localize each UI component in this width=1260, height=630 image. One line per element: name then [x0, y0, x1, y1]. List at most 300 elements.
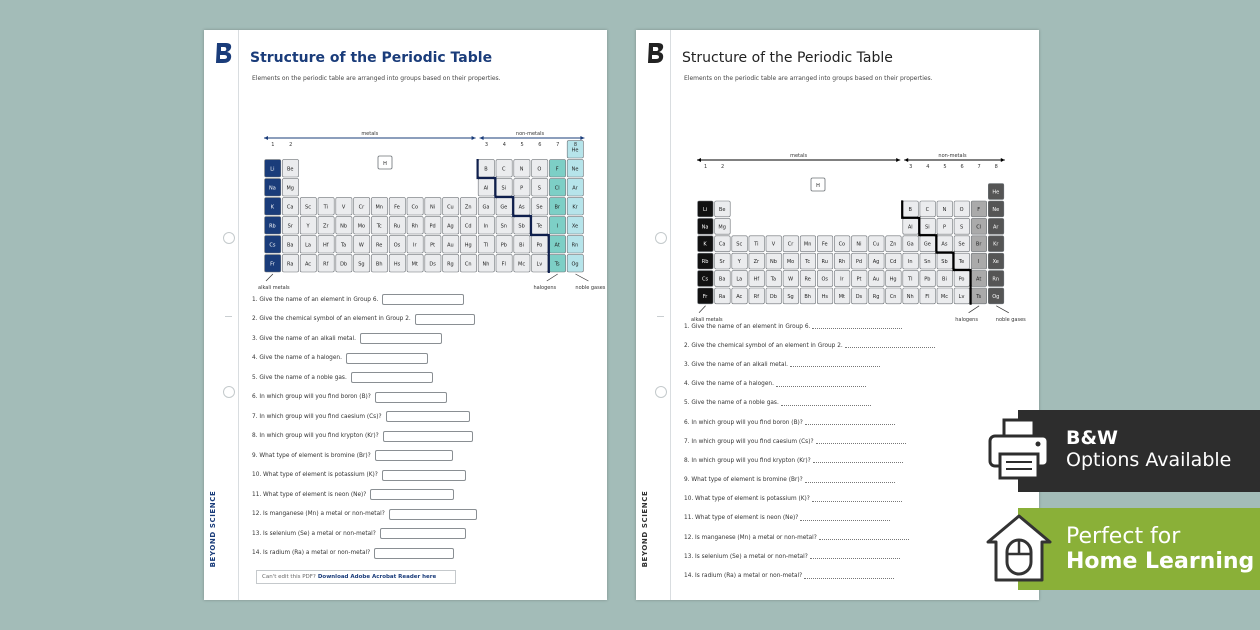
question-list: [252, 290, 477, 563]
question-item: [684, 451, 935, 470]
element-symbol: Y: [306, 223, 310, 230]
answer-line: [790, 362, 880, 367]
group-number: 3: [909, 164, 913, 170]
arrow-head: [472, 136, 476, 140]
punch-hole: [223, 386, 235, 398]
element-symbol: Fe: [821, 241, 828, 248]
brand-vertical: BEYOND SCIENCE: [641, 490, 649, 568]
arrow-head: [580, 136, 584, 140]
group-number: 8: [573, 142, 578, 148]
element-symbol: Cr: [358, 204, 365, 211]
element-symbol: La: [305, 242, 311, 249]
group-number: 1: [271, 142, 275, 148]
element-symbol: La: [736, 276, 743, 283]
element-symbol: F: [977, 206, 981, 213]
element-symbol: Ga: [482, 204, 490, 211]
element-symbol: Sr: [719, 259, 725, 266]
element-symbol: Rb: [269, 223, 276, 230]
question-item: [684, 336, 935, 355]
element-symbol: Li: [702, 206, 708, 213]
element-symbol: Po: [958, 276, 965, 283]
element-symbol: K: [703, 241, 707, 248]
noble-label: noble gases: [575, 285, 606, 291]
bw-banner-line1: B&W: [1066, 427, 1119, 449]
element-symbol: Os: [821, 276, 829, 283]
answer-field[interactable]: [382, 470, 466, 481]
element-symbol: Ge: [923, 241, 931, 248]
question-text: 4. Give the name of a halogen.: [252, 355, 342, 362]
element-symbol: Mg: [718, 224, 726, 231]
element-symbol: Rh: [411, 223, 419, 230]
element-symbol: Ba: [718, 276, 726, 283]
answer-field[interactable]: [370, 489, 454, 500]
question-text: 2. Give the chemical symbol of an element in Group 2.: [684, 342, 843, 349]
question-text: 10. What type of element is potassium (K)?: [252, 472, 378, 479]
question-item: [684, 355, 935, 374]
home-banner-text: [1066, 524, 1254, 575]
element-symbol: Pb: [500, 242, 507, 249]
element-symbol: Tl: [908, 276, 913, 283]
element-symbol: K: [270, 204, 275, 211]
group-number: 4: [502, 142, 506, 148]
element-symbol: Bh: [375, 261, 383, 268]
answer-field[interactable]: [415, 314, 475, 325]
arrow-head: [264, 136, 268, 140]
arrow-head: [697, 158, 701, 162]
element-symbol: P: [520, 185, 524, 192]
element-symbol: Rb: [701, 259, 709, 266]
printer-icon: [984, 414, 1054, 488]
element-symbol: Ti: [754, 241, 759, 248]
element-symbol: Pd: [855, 259, 863, 266]
element-symbol: I: [977, 259, 980, 266]
element-symbol: O: [537, 166, 542, 173]
element-symbol: Mt: [838, 293, 845, 300]
element-symbol: B: [908, 206, 912, 213]
element-symbol: Mg: [286, 185, 294, 192]
callout-line: [547, 274, 558, 281]
answer-line: [781, 401, 871, 406]
question-item: [252, 427, 477, 447]
element-symbol: Ne: [992, 206, 1000, 213]
element-symbol: Te: [958, 259, 965, 266]
element-symbol: Hs: [393, 261, 401, 268]
element-symbol: Zr: [323, 223, 329, 230]
callout-line: [699, 306, 706, 313]
element-symbol: Mn: [803, 241, 812, 248]
element-symbol: As: [941, 241, 948, 248]
question-text: 7. In which group will you find caesium (Cs)?: [684, 438, 814, 445]
element-symbol: Ds: [429, 261, 436, 268]
element-symbol: Fr: [702, 293, 708, 300]
element-symbol: Ar: [572, 185, 578, 192]
element-symbol: Sc: [736, 241, 743, 248]
arrow-head: [904, 158, 908, 162]
element-symbol: Ca: [718, 241, 726, 248]
element-symbol: Mc: [940, 293, 948, 300]
question-text: 14. Is radium (Ra) a metal or non-metal?: [252, 550, 371, 557]
arrow-head: [1001, 158, 1005, 162]
question-item: [252, 329, 477, 349]
question-item: [252, 544, 477, 564]
element-symbol: Tl: [483, 242, 489, 249]
element-symbol: Cd: [889, 259, 897, 266]
element-symbol: Kr: [572, 204, 578, 211]
periodic-table: [636, 30, 1039, 323]
worksheet-bw: [636, 30, 1039, 600]
element-symbol: Zn: [464, 204, 472, 211]
answer-field[interactable]: [346, 353, 428, 364]
element-symbol: Li: [270, 166, 275, 173]
halogens-label: halogens: [955, 316, 978, 323]
question-item: [252, 524, 477, 544]
element-symbol: Bi: [519, 242, 525, 249]
arrow-head: [896, 158, 900, 162]
element-symbol: Po: [536, 242, 543, 249]
element-symbol: Sb: [941, 259, 948, 266]
element-symbol: Ts: [976, 293, 982, 300]
element-symbol: Fe: [394, 204, 400, 211]
answer-line: [804, 574, 894, 579]
element-symbol: In: [907, 259, 913, 266]
answer-line: [776, 382, 866, 387]
answer-field[interactable]: [383, 431, 473, 442]
element-symbol: Pt: [430, 242, 436, 249]
callout-line: [996, 306, 1009, 313]
element-symbol: Ir: [413, 242, 417, 249]
question-text: 12. Is manganese (Mn) a metal or non-metal?: [684, 534, 817, 541]
group-number: 2: [721, 164, 725, 170]
element-symbol: Sc: [305, 204, 311, 211]
element-symbol: Ar: [993, 224, 999, 231]
answer-line: [805, 420, 895, 425]
fold-mark: [657, 316, 664, 317]
question-text: 4. Give the name of a halogen.: [684, 381, 774, 388]
question-item: [252, 466, 477, 486]
nonmetals-label: non-metals: [938, 153, 967, 159]
element-symbol: Te: [536, 223, 543, 230]
question-text: 5. Give the name of a noble gas.: [252, 374, 347, 381]
question-item: [252, 388, 477, 408]
group-number: 1: [703, 164, 708, 170]
element-symbol: P: [942, 224, 946, 231]
element-symbol: S: [537, 185, 541, 192]
element-symbol: As: [518, 204, 525, 211]
element-symbol: Ra: [286, 261, 294, 268]
element-symbol: S: [959, 224, 964, 231]
noble-label: noble gases: [995, 316, 1026, 323]
element-symbol: Ni: [430, 204, 436, 211]
element-symbol: Ba: [286, 242, 294, 249]
group-number: 5: [943, 164, 947, 170]
element-symbol: Ac: [736, 293, 743, 300]
question-item: [684, 394, 935, 413]
element-symbol: Au: [447, 242, 454, 249]
element-symbol: Re: [376, 242, 383, 249]
element-symbol: Cl: [554, 185, 560, 192]
question-item: [684, 432, 935, 451]
question-item: [684, 413, 935, 432]
element-symbol: Al: [483, 185, 489, 192]
element-symbol: Fr: [270, 261, 275, 268]
element-symbol: Rf: [323, 261, 329, 268]
element-symbol: Cd: [464, 223, 472, 230]
element-symbol: Si: [925, 224, 930, 231]
element-symbol: Ru: [393, 223, 401, 230]
home-banner-line2: Home Learning: [1066, 549, 1255, 575]
element-symbol: Be: [286, 166, 294, 173]
brand-vertical: BEYOND SCIENCE: [209, 490, 217, 568]
element-symbol: B: [484, 166, 488, 173]
question-text: 13. Is selenium (Se) a metal or non-metal?: [684, 553, 808, 560]
element-symbol: Rh: [838, 259, 846, 266]
element-symbol: Ir: [840, 276, 844, 283]
element-symbol: Sn: [500, 223, 507, 230]
element-symbol: Ne: [571, 166, 579, 173]
group-number: 8: [994, 164, 998, 170]
question-item: [684, 317, 935, 336]
page-subtitle: Elements on the periodic table are arranged into groups based on their properties.: [684, 75, 933, 82]
house-mouse-icon: [984, 510, 1054, 584]
question-text: 8. In which group will you find krypton (Kr)?: [684, 457, 811, 464]
arrow-head: [480, 136, 484, 140]
element-symbol: O: [959, 206, 964, 213]
periodic-table: [204, 30, 607, 310]
element-symbol: He: [571, 147, 579, 154]
acrobat-note: [256, 570, 456, 584]
element-symbol: Hg: [889, 276, 897, 283]
question-item: [684, 566, 935, 585]
element-symbol: Fl: [501, 261, 506, 268]
halogens-label: halogens: [533, 285, 557, 291]
element-symbol: Ra: [718, 293, 726, 300]
element-symbol: C: [502, 166, 506, 173]
answer-line: [812, 324, 902, 329]
answer-field[interactable]: [389, 509, 477, 520]
group-number: 2: [289, 142, 293, 148]
element-symbol: Ge: [500, 204, 508, 211]
answer-field[interactable]: [375, 392, 447, 403]
callout-line: [266, 274, 273, 281]
element-symbol: Br: [975, 241, 982, 248]
question-list: [684, 317, 935, 586]
element-symbol: Br: [554, 204, 560, 211]
element-symbol: I: [556, 223, 558, 230]
element-symbol: He: [992, 189, 1000, 196]
element-symbol: Sg: [358, 261, 365, 268]
element-symbol: Se: [536, 204, 543, 211]
answer-field[interactable]: [380, 528, 466, 539]
note-text: Can't edit this PDF?: [262, 574, 316, 580]
question-text: 13. Is selenium (Se) a metal or non-metal?: [252, 530, 376, 537]
question-item: [252, 485, 477, 505]
callout-line: [576, 274, 589, 281]
hydrogen-symbol: H: [816, 183, 820, 189]
answer-field[interactable]: [382, 294, 464, 305]
element-symbol: Pt: [856, 276, 862, 283]
element-symbol: Db: [340, 261, 348, 268]
element-symbol: Rf: [753, 293, 759, 300]
question-item: [252, 407, 477, 427]
element-symbol: Tc: [376, 223, 382, 230]
answer-line: [810, 554, 900, 559]
answer-line: [805, 478, 895, 483]
question-item: [252, 310, 477, 330]
answer-field[interactable]: [375, 450, 453, 461]
element-symbol: Cn: [889, 293, 897, 300]
punch-hole: [655, 386, 667, 398]
element-symbol: Ta: [770, 276, 777, 283]
element-symbol: Ta: [340, 242, 347, 249]
group-number: 4: [926, 164, 930, 170]
question-item: [684, 375, 935, 394]
bw-banner-line2: Options Available: [1066, 448, 1232, 471]
answer-line: [800, 516, 890, 521]
question-text: 6. In which group will you find boron (B)?: [252, 394, 371, 401]
element-symbol: Hf: [753, 276, 760, 283]
element-symbol: Rg: [447, 261, 454, 268]
group-number: 7: [556, 142, 560, 148]
nonmetals-label: non-metals: [515, 131, 545, 137]
question-item: [684, 547, 935, 566]
question-item: [684, 471, 935, 490]
element-symbol: Rn: [992, 276, 1000, 283]
group-number: 3: [484, 142, 489, 148]
question-text: 11. What type of element is neon (Ne)?: [252, 491, 367, 498]
element-symbol: Fl: [925, 293, 930, 300]
question-text: 1. Give the name of an element in Group 6.: [684, 323, 811, 330]
acrobat-link[interactable]: Download Adobe Acrobat Reader here: [317, 574, 437, 580]
element-symbol: Al: [907, 224, 913, 231]
element-symbol: Ti: [323, 204, 328, 211]
question-text: 14. Is radium (Ra) a metal or non-metal?: [684, 573, 803, 580]
bw-options-banner: [1018, 410, 1260, 492]
group-number: 7: [977, 164, 981, 170]
element-symbol: Se: [958, 241, 965, 248]
answer-line: [819, 535, 909, 540]
question-text: 2. Give the chemical symbol of an element in Group 2.: [252, 316, 411, 323]
element-symbol: Rg: [872, 293, 880, 300]
answer-field[interactable]: [360, 333, 442, 344]
element-symbol: Ga: [906, 241, 914, 248]
element-symbol: Db: [769, 293, 777, 300]
element-symbol: Lv: [536, 261, 543, 268]
element-symbol: Bi: [942, 276, 947, 283]
element-symbol: Cl: [976, 224, 982, 231]
element-symbol: Ds: [855, 293, 863, 300]
element-symbol: Ru: [821, 259, 828, 266]
element-symbol: Be: [718, 206, 726, 213]
element-symbol: Ca: [286, 204, 294, 211]
question-text: 6. In which group will you find boron (B)?: [684, 419, 803, 426]
question-item: [252, 349, 477, 369]
question-item: [684, 490, 935, 509]
question-text: 11. What type of element is neon (Ne)?: [684, 515, 799, 522]
element-symbol: Tc: [805, 259, 811, 266]
element-symbol: Mo: [357, 223, 366, 230]
element-symbol: Na: [701, 224, 709, 231]
answer-field[interactable]: [386, 411, 470, 422]
element-symbol: V: [341, 204, 346, 211]
element-symbol: W: [788, 276, 794, 283]
element-symbol: Cn: [464, 261, 472, 268]
element-symbol: Xe: [992, 259, 999, 266]
element-symbol: Cr: [787, 241, 794, 248]
fold-mark: [225, 316, 232, 317]
element-symbol: Ts: [554, 261, 560, 268]
element-symbol: Mc: [518, 261, 526, 268]
element-symbol: Sn: [924, 259, 931, 266]
answer-field[interactable]: [351, 372, 433, 383]
element-symbol: Si: [501, 185, 507, 192]
group-number: 6: [960, 164, 964, 170]
question-text: 3. Give the name of an alkali metal.: [684, 361, 788, 368]
element-symbol: Co: [838, 241, 846, 248]
question-item: [252, 505, 477, 525]
element-symbol: At: [976, 276, 982, 283]
element-symbol: Ac: [304, 261, 312, 268]
question-text: 5. Give the name of a noble gas.: [684, 400, 779, 407]
element-symbol: Cs: [269, 242, 276, 249]
answer-line: [812, 497, 902, 502]
element-symbol: Nh: [906, 293, 914, 300]
element-symbol: Cu: [447, 204, 454, 211]
question-text: 3. Give the name of an alkali metal.: [252, 335, 356, 342]
element-symbol: Y: [737, 259, 741, 266]
element-symbol: Ag: [872, 259, 880, 266]
element-symbol: Nb: [769, 259, 777, 266]
element-symbol: Nb: [340, 223, 348, 230]
element-symbol: Sr: [287, 223, 293, 230]
alkali-label: alkali metals: [258, 285, 290, 291]
question-text: 10. What type of element is potassium (K)?: [684, 496, 810, 503]
element-symbol: Pb: [924, 276, 931, 283]
question-text: 9. What type of element is bromine (Br)?: [684, 477, 803, 484]
element-symbol: In: [483, 223, 489, 230]
answer-line: [813, 458, 903, 463]
metals-label: metals: [361, 131, 379, 137]
element-symbol: F: [555, 166, 559, 173]
answer-line: [816, 439, 906, 444]
answer-field[interactable]: [374, 548, 454, 559]
element-symbol: Cu: [872, 241, 880, 248]
question-item: [252, 446, 477, 466]
element-symbol: Mn: [375, 204, 383, 211]
element-symbol: N: [942, 206, 947, 213]
question-text: 12. Is manganese (Mn) a metal or non-metal?: [252, 511, 385, 518]
element-symbol: Pd: [429, 223, 436, 230]
page-title: Structure of the Periodic Table: [250, 50, 493, 66]
group-number: 6: [538, 142, 542, 148]
question-item: [252, 368, 477, 388]
alkali-label: alkali metals: [691, 316, 723, 323]
element-symbol: Bh: [804, 293, 811, 300]
element-symbol: N: [519, 166, 524, 173]
element-symbol: Mo: [786, 259, 795, 266]
element-symbol: Re: [804, 276, 811, 283]
element-symbol: C: [925, 206, 930, 213]
element-symbol: Sg: [787, 293, 794, 300]
element-symbol: Ag: [447, 223, 454, 230]
element-symbol: Nh: [482, 261, 490, 268]
element-symbol: Og: [571, 261, 579, 268]
element-symbol: Zn: [889, 241, 897, 248]
question-text: 7. In which group will you find caesium (Cs)?: [252, 413, 382, 420]
element-symbol: Hf: [323, 242, 329, 249]
metals-label: metals: [790, 153, 808, 159]
page-subtitle: Elements on the periodic table are arranged into groups based on their properties.: [252, 75, 501, 82]
element-symbol: Cs: [701, 276, 709, 283]
